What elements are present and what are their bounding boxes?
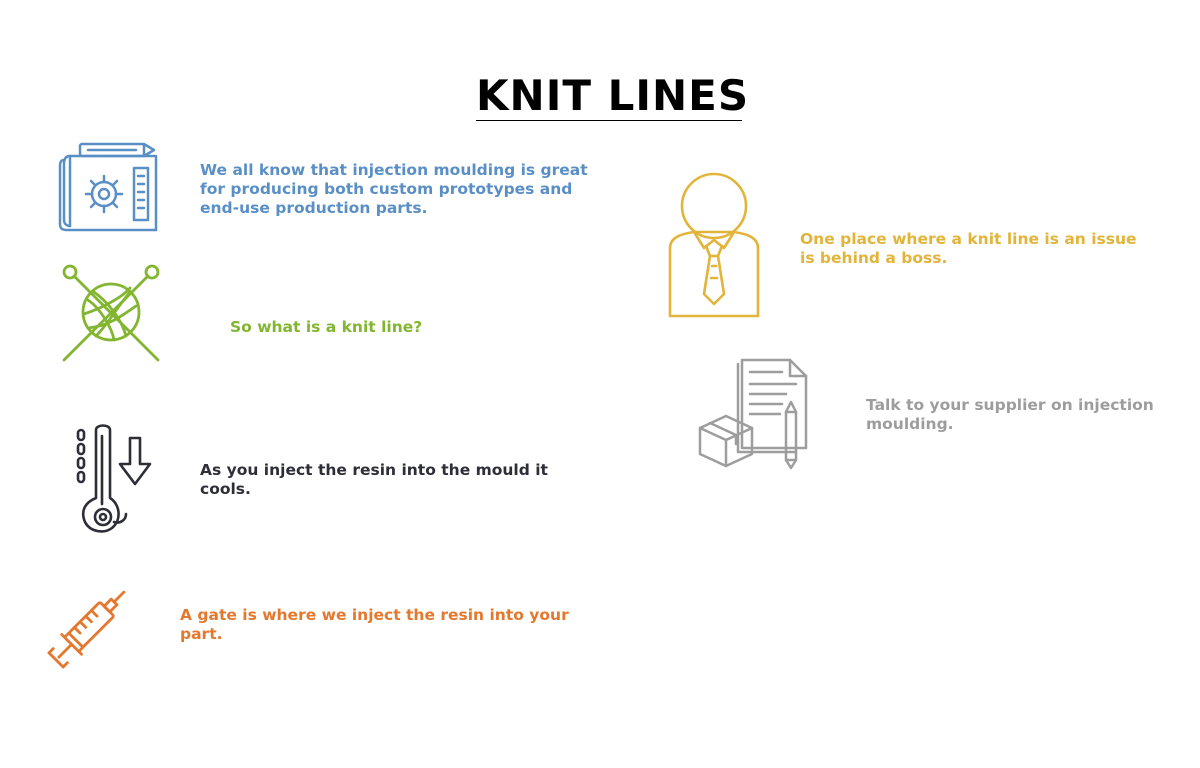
item-text-boss: One place where a knit line is an issue is behind a boss. [800, 230, 1137, 267]
package-document-pencil-icon [696, 356, 814, 474]
businessman-tie-icon [666, 170, 762, 320]
thermometer-temperature-down-icon [74, 424, 158, 538]
item-text-thermometer: As you inject the resin into the mould it cools. [200, 461, 548, 498]
item-text-syringe: A gate is where we inject the resin into your part. [180, 606, 569, 643]
blueprint-gear-icon [58, 140, 162, 234]
yarn-knitting-needles-icon [60, 262, 162, 364]
syringe-icon [40, 576, 140, 676]
item-text-supplier: Talk to your supplier on injection moulding. [866, 396, 1154, 433]
item-text-blueprint: We all know that injection moulding is great for producing both custom prototypes and end-use production parts. [200, 161, 588, 217]
page-title: KNIT LINES [476, 71, 750, 120]
item-text-yarn: So what is a knit line? [230, 318, 423, 336]
